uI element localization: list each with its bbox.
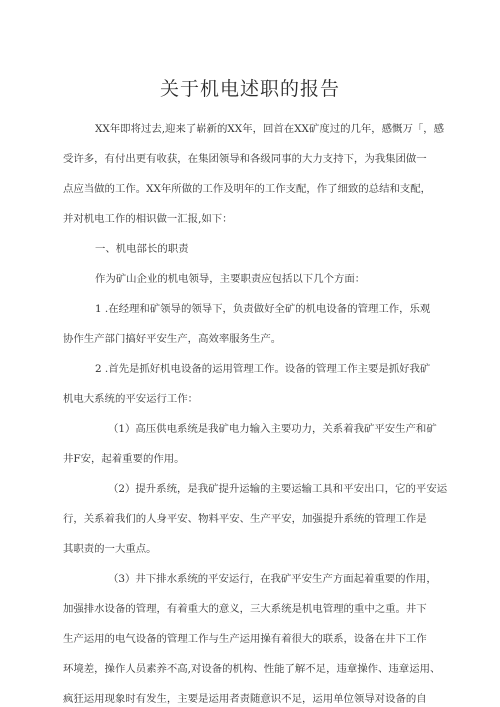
sub-item-line: （2）提升系统，是我矿提升运输的主要运输工具和平安出口，它的平安运 — [108, 483, 448, 495]
sub-item-line: （1）高压供电系统是我矿电力输入主要功力，关系着我矿平安生产和矿 — [108, 423, 437, 435]
paragraph-line: XX年即将过去,迎来了崭新的XX年，回首在XX矿度过的几年，感慨万「，感 — [95, 123, 445, 135]
paragraph-line: 并对机电工作的相识做一汇报,如下： — [63, 213, 233, 225]
paragraph-line: 受许多，有付出更有收获，在集团领导和各级同事的大力支持下，为我集团做一 — [63, 153, 427, 165]
sub-item-line: 加强排水设备的管理，有着重大的意义，三大系统是机电管理的重中之重。井下 — [63, 603, 427, 615]
list-item-line: 1 .在经理和矿领导的领导下，负责做好全矿的机电设备的管理工作，乐观 — [95, 303, 431, 315]
paragraph-line: 作为矿山企业的机电领导，主要职责应包括以下几个方面： — [95, 273, 366, 285]
sub-item-line: 生产运用的电气设备的管理工作与生产运用操有着很大的联系，设备在井下工作 — [63, 633, 427, 645]
sub-item-line: 环境差，操作人员素养不高,对设备的机构、性能了解不足，违章操作、违章运用、 — [63, 663, 441, 675]
list-item-line: 协作生产部门搞好平安生产，高效率服务生产。 — [63, 333, 282, 345]
document-title: 关于机电述职的报告 — [159, 78, 340, 100]
sub-item-line: 井F安，起着重要的作用。 — [63, 453, 185, 465]
sub-item-line: 行，关系着我们的人身平安、物料平安、生产平安，加强提升系统的管理工作是 — [63, 513, 427, 525]
sub-item-line: （3）井下排水系统的平安运行，在我矿平安生产方面起着重要的作用， — [108, 573, 437, 585]
section-heading: 一、机电部长的职责 — [95, 243, 189, 255]
sub-item-line: 疯狂运用现象时有发生，主要是运用者责随意识不足，运用单位领导对设备的自 — [63, 693, 427, 705]
paragraph-line: 点应当做的工作。XX年所做的工作及明年的工作支配，作了细致的总结和支配， — [63, 183, 432, 195]
sub-item-line: 其职责的一大重点。 — [63, 543, 157, 555]
list-item-line: 机电大系统的平安运行工作： — [63, 393, 199, 405]
list-item-line: 2 .首先是抓好机电设备的运用管理工作。设备的管理工作主要是抓好我矿 — [95, 363, 431, 375]
